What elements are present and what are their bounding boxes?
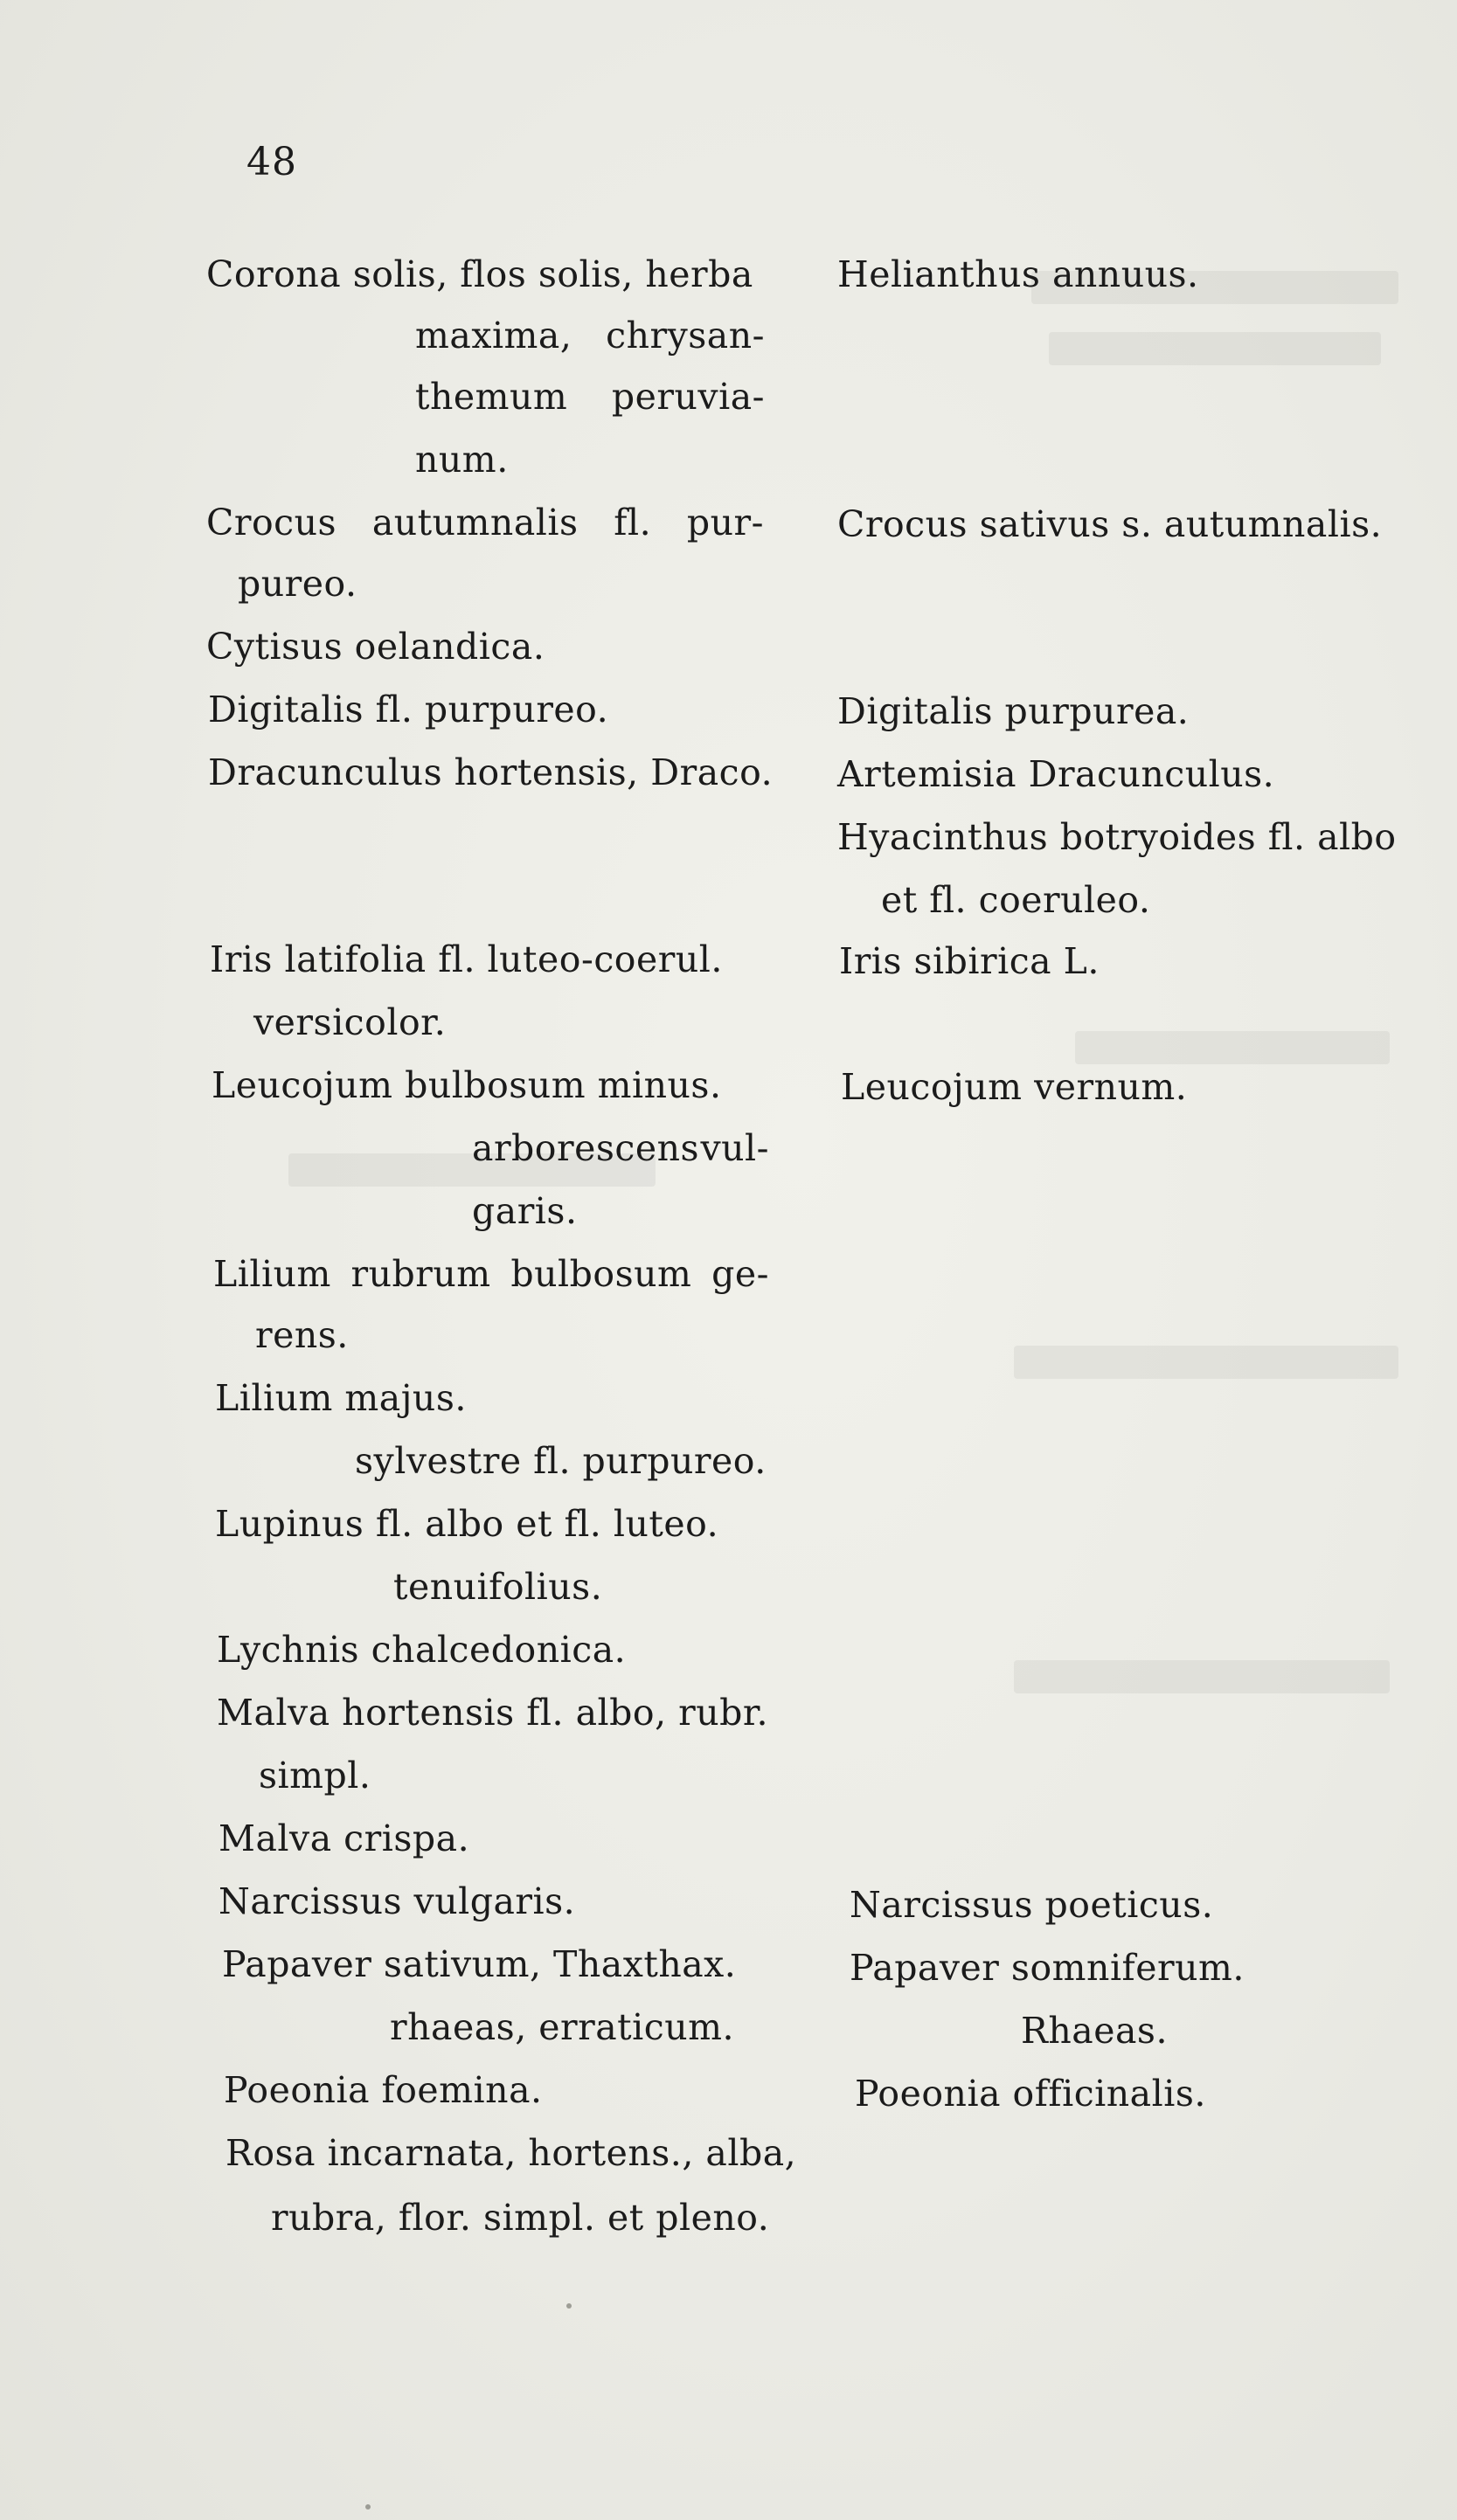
left-line: Lychnis chalcedonica. (217, 1629, 627, 1671)
word: themum (415, 376, 568, 418)
word: autumnalis (371, 502, 579, 543)
word: maxima, (415, 315, 572, 357)
left-line: Lupinus fl. albo et fl. luteo. (215, 1503, 719, 1545)
left-line: num. (415, 439, 509, 481)
word: Crocus (206, 502, 337, 543)
left-line: Malva crispa. (219, 1817, 470, 1859)
word: chrysan- (606, 315, 765, 357)
left-line: Corona solis, flos solis, herba (206, 253, 753, 295)
left-line: Papaver sativum, Thaxthax. (222, 1943, 737, 1985)
word: arborescens (472, 1127, 700, 1169)
right-line: et fl. coeruleo. (881, 879, 1151, 921)
word: fl. (614, 502, 652, 543)
left-line: tenuifolius. (393, 1566, 603, 1608)
left-line: rhaeas, erraticum. (390, 2006, 735, 2048)
right-line: Iris sibirica L. (839, 940, 1100, 982)
right-line: Digitalis purpurea. (837, 690, 1190, 732)
word: peruvia- (611, 376, 765, 418)
left-line: rens. (255, 1314, 349, 1356)
left-line: Dracunculus hortensis, Draco. (208, 751, 774, 793)
word: Lilium (213, 1253, 331, 1295)
left-line: versicolor. (253, 1001, 447, 1043)
right-line: Artemisia Dracunculus. (837, 753, 1275, 795)
word: pur- (686, 502, 764, 543)
right-line: Helianthus annuus. (837, 253, 1199, 295)
right-line: Crocus sativus s. autumnalis. (837, 503, 1383, 545)
right-line: Rhaeas. (1021, 2010, 1169, 2052)
right-line: Papaver somniferum. (850, 1947, 1245, 1989)
left-line: sylvestre fl. purpureo. (355, 1440, 767, 1482)
left-line: Rosa incarnata, hortens., alba, (225, 2132, 797, 2174)
paper-speck (365, 2504, 371, 2510)
left-line: simpl. (259, 1755, 371, 1797)
word: vul- (700, 1127, 769, 1169)
left-line: rubra, flor. simpl. et pleno. (271, 2197, 770, 2239)
left-line: Narcissus vulgaris. (219, 1880, 576, 1922)
left-line: Poeonia foemina. (224, 2069, 543, 2111)
right-line: Narcissus poeticus. (850, 1884, 1214, 1926)
left-line: garis. (472, 1190, 578, 1232)
left-line: Leucojum bulbosum minus. (212, 1064, 722, 1106)
left-line: Lilium majus. (215, 1377, 467, 1419)
left-line: Digitalis fl. purpureo. (208, 689, 609, 730)
right-line: Poeonia officinalis. (855, 2073, 1206, 2115)
left-line: Malva hortensis fl. albo, rubr. (217, 1692, 769, 1734)
word: bulbosum (510, 1253, 692, 1295)
right-line: Leucojum vernum. (841, 1066, 1188, 1108)
word: ge- (711, 1253, 769, 1295)
right-line: Hyacinthus botryoides fl. albo (837, 816, 1397, 858)
left-line: Iris latifolia fl. luteo-coerul. (210, 938, 723, 980)
left-line: pureo. (238, 563, 357, 605)
paper-speck (566, 2303, 572, 2309)
word: rubrum (350, 1253, 491, 1295)
left-line: Cytisus oelandica. (206, 626, 545, 668)
page-number: 48 (246, 140, 297, 184)
